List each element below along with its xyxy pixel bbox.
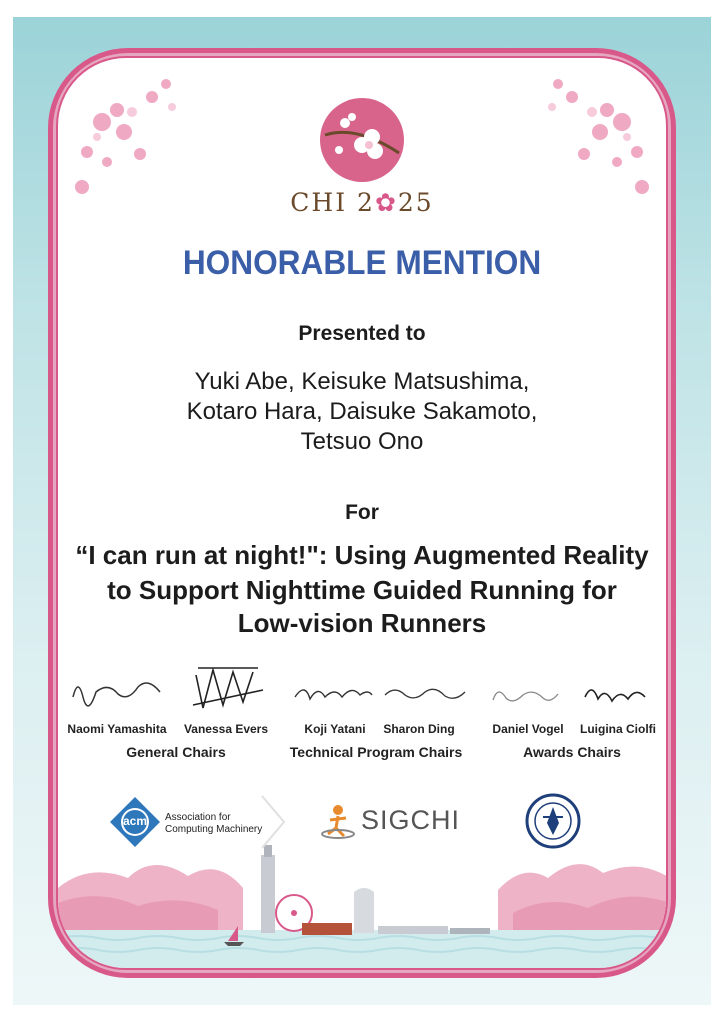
chair-name: Sharon Ding (383, 722, 455, 736)
cherry-blossom-decoration-right (502, 62, 662, 212)
author-line: Yuki Abe, Keisuke Matsushima, (194, 368, 530, 395)
sigchi-wordmark: SIGCHI (361, 805, 461, 835)
for-label: For (345, 501, 379, 524)
signature-koji-yatani (290, 677, 375, 712)
author-line: Kotaro Hara, Daisuke Sakamoto, (186, 398, 538, 425)
chair-role: Technical Program Chairs (289, 744, 463, 760)
presented-to-label: Presented to (298, 322, 426, 345)
chair-name: Luigina Ciolfi (580, 722, 656, 736)
signature-sharon-ding (380, 680, 470, 710)
chair-role: Awards Chairs (523, 744, 621, 760)
acm-badge-text: acm (122, 814, 148, 828)
science-council-japan-seal-icon (525, 793, 581, 849)
paper-title-line: to Support Nighttime Guided Running for (107, 575, 617, 605)
chair-name: Koji Yatani (304, 722, 366, 736)
acm-name-line: Association for (165, 812, 231, 823)
acm-name-line: Computing Machinery (165, 824, 263, 835)
chair-name: Vanessa Evers (183, 722, 269, 736)
chair-name: Daniel Vogel (492, 722, 564, 736)
author-line: Tetsuo Ono (300, 428, 424, 455)
chair-name: Naomi Yamashita (67, 722, 167, 736)
paper-title-line: Low-vision Runners (237, 608, 487, 638)
cherry-blossom-decoration-left (62, 62, 222, 212)
paper-title-line: “I can run at night!": Using Augmented Reality (75, 540, 649, 570)
award-title: HONORABLE MENTION (182, 244, 542, 282)
signature-naomi-yamashita (68, 672, 168, 712)
chevron-divider-icon (258, 792, 288, 852)
chi2025-logo-icon (317, 95, 407, 185)
signature-vanessa-evers (188, 660, 268, 715)
chair-role: General Chairs (126, 744, 226, 760)
sigchi-logo-icon (320, 800, 360, 840)
chi2025-wordmark: CHI 2✿25 (290, 188, 434, 217)
signature-luigina-ciolfi (580, 677, 650, 712)
signature-daniel-vogel (488, 680, 563, 710)
